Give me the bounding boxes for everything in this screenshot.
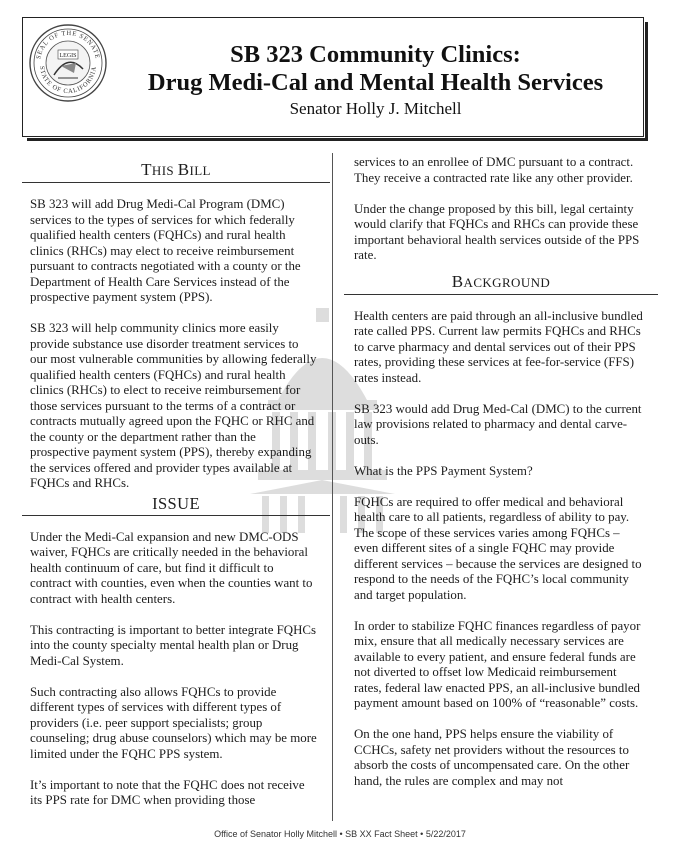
background-paragraph-5: In order to stabilize FQHC finances regardless of payor mix, ensure that all medically necessary services are available to every patient, and ensure federal funds are not diverted to offset low Medicaid reimbursement rates, federal law enacted PPS, an all-inclusive bundled payment amount based on 100% of “reasonable” costs. (354, 618, 641, 710)
left-column (30, 160, 318, 824)
background-paragraph-3: What is the PPS Payment System? (354, 463, 533, 478)
this-bill-heading: THIS BILL (22, 160, 330, 183)
page-footer: Office of Senator Holly Mitchell • SB XX Fact Sheet • 5/22/2017 (214, 829, 466, 839)
issue-paragraph-3: Such contracting also allows FQHCs to provide different types of services with different types of providers (i.e. peer support specialists; group counseling; drug abuse counselors) which may be more limited under the FQHC PPS system. (30, 684, 317, 761)
column-divider (332, 153, 333, 821)
issue-paragraph-1: Under the Medi-Cal expansion and new DMC-ODS waiver, FQHCs are critically needed in the behavioral health continuum of care, but find it difficult to contract with counties, even when the counties want to contract with health centers. (30, 529, 313, 606)
continued-paragraph-1: services to an enrollee of DMC pursuant to a contract. They receive a contracted rate like any other provider. (354, 155, 634, 185)
issue-paragraph-2: This contracting is important to better integrate FQHCs into the county specialty mental health plan or Drug Medi-Cal System. (30, 622, 317, 668)
background-paragraph-1: Health centers are paid through an all-inclusive bundled rate called PPS. Current law permits FQHCs and RHCs to carve pharmacy and dental services out of their PPS rates, providing these services at fee-for-service (FFS) rates instead. (354, 308, 643, 385)
continued-paragraph-2: Under the change proposed by this bill, legal certainty would clarify that FQHCs and RHCs can provide these important behavioral health services outside of the PPS rate. (354, 201, 640, 262)
title-line-1: SB 323 Community Clinics: (230, 41, 521, 68)
title-line-2: Drug Medi-Cal and Mental Health Services (147, 69, 604, 96)
right-column (354, 155, 644, 805)
senate-seal-icon (28, 23, 108, 103)
this-bill-paragraph-2: SB 323 will help community clinics more easily provide substance use disorder treatment services to our most vulnerable communities by allowing federally qualified health centers (FQHCs) and rural health clinics (RHCs) to elect to receive reimbursement for those services pursuant to the terms of a contract or contracts mutually agreed upon the FQHC or RHC and the county or the department rather than the prospective payment system (PPS), thereby expanding the services offered and provider types available at FQHCs and RHCs. (30, 321, 317, 490)
background-paragraph-6: On the one hand, PPS helps ensure the viability of CCHCs, safety net providers without the resources to absorb the costs of uncompensated care. On the other hand, the rules are complex and may not (354, 727, 630, 788)
seal-text-top: SEAL OF THE SENATE (35, 29, 101, 60)
issue-heading: ISSUE (22, 494, 330, 516)
header-box (22, 17, 644, 137)
background-heading: BACKGROUND (344, 272, 658, 295)
author-subtitle: Senator Holly J. Mitchell (289, 99, 462, 118)
background-paragraph-4: FQHCs are required to offer medical and behavioral health care to all patients, regardless of ability to pay. The scope of these services varies among FQHCs – even different sites of a single FQHC may provide different services – because the services are designed to respond to the needs of the FQHC’s local community and target population. (354, 494, 642, 602)
seal-inner-label: LEGIS (59, 53, 77, 59)
issue-paragraph-4: It’s important to note that the FQHC does not receive its PPS rate for DMC when providing those (30, 777, 305, 807)
background-paragraph-2: SB 323 would add Drug Med-Cal (DMC) to the current law provisions related to pharmacy and dental carve-outs. (354, 401, 642, 447)
this-bill-paragraph-1: SB 323 will add Drug Medi-Cal Program (DMC) services to the types of services for which federally qualified health centers (FQHCs) and rural health clinics (RHCs) may elect to receive reimbursement pursuant to contracts negotiated with a county or the Department of Health Care Services instead of the prospective payment system (PPS). (30, 197, 301, 304)
seal-text-bottom: STATE OF CALIFORNIA (37, 65, 99, 96)
